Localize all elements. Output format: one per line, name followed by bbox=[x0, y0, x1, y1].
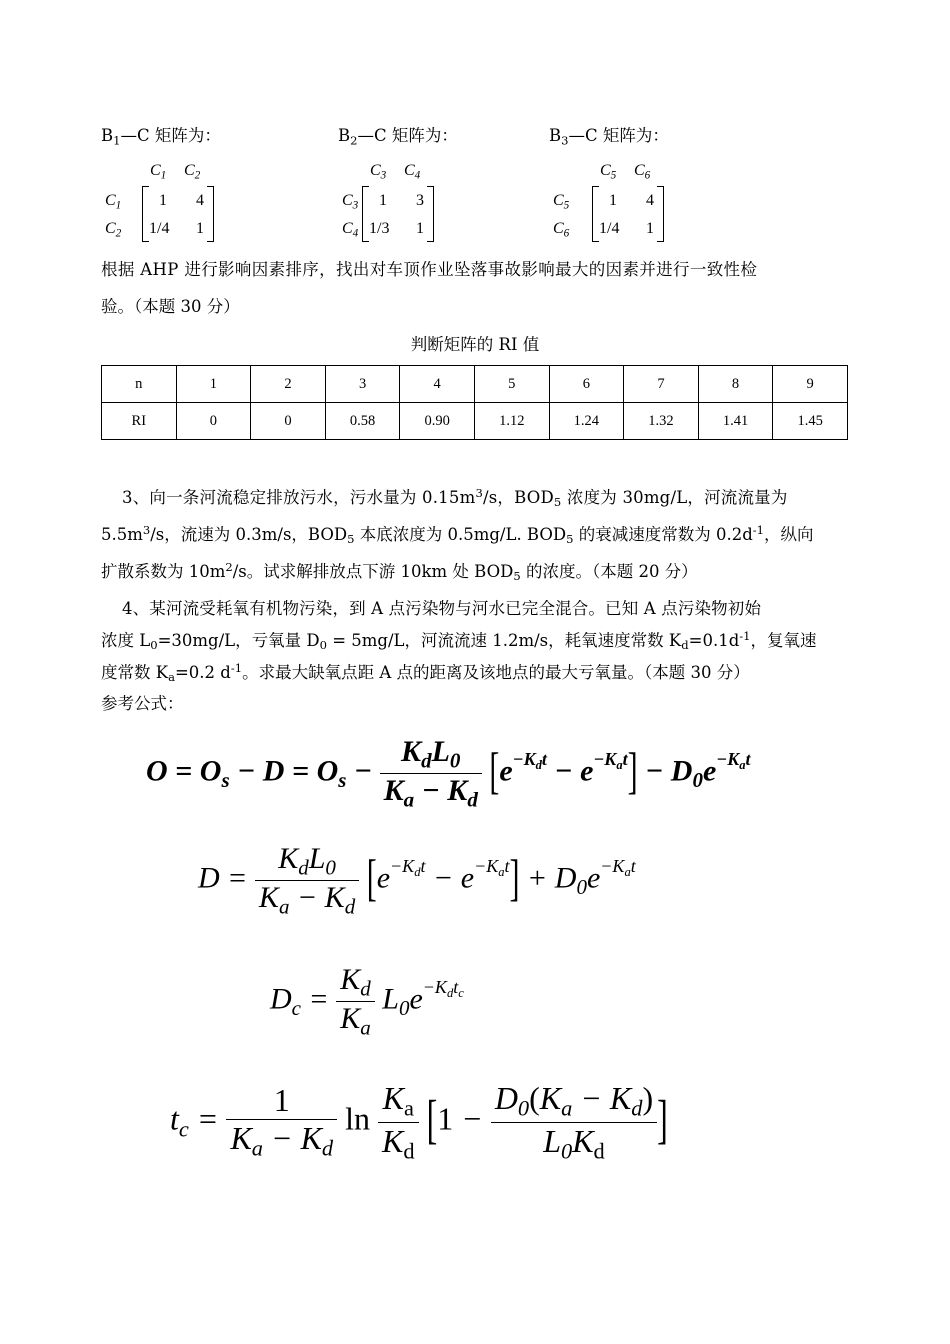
table-row bbox=[102, 403, 848, 440]
matrix-cell: 1 bbox=[646, 220, 654, 237]
matrix-right-bracket bbox=[427, 186, 434, 242]
matrix-title: $B_1—C$ 矩阵为： bbox=[101, 126, 221, 148]
table-cell: 0 bbox=[176, 403, 251, 440]
matrix-left-bracket bbox=[142, 186, 149, 242]
q3-line3: 扩散系数为 $10m^2/s$。试求解排放点下游 10km 处 $BOD_5$ 的浓度。（本题 20 分） bbox=[101, 560, 698, 584]
matrix-row-label: $C_6$ bbox=[553, 220, 570, 240]
matrix-title: $B_2—C$ 矩阵为： bbox=[338, 126, 458, 148]
table-cell: 2 bbox=[251, 366, 326, 403]
ri-table bbox=[101, 365, 848, 440]
table-cell: 8 bbox=[698, 366, 773, 403]
table-cell: 1.45 bbox=[773, 403, 848, 440]
table-cell: 1 bbox=[176, 366, 251, 403]
matrix-col-header: $C_6$ bbox=[634, 162, 651, 182]
table-cell: 1.12 bbox=[474, 403, 549, 440]
q4-line3: 度常数 $K_a=0.2$ $d^{-1}$。求最大缺氧点距 A 点的距离及该地点的最大亏氧量。（本题 30 分） bbox=[101, 661, 750, 685]
q4-line1: 4、某河流受耗氧有机物污染，到 A 点污染物与河水已完全混合。已知 A 点污染物初始 bbox=[122, 599, 762, 618]
table-cell: RI bbox=[102, 403, 177, 440]
matrix-row-label: $C_3$ bbox=[342, 192, 359, 212]
matrix-right-bracket bbox=[207, 186, 214, 242]
matrix-left-bracket bbox=[362, 186, 369, 242]
matrix-cell: 1 bbox=[196, 220, 204, 237]
formula-deficit: D = $\frac{K_dL_0}{K_a - K_d}$ $[e^{-K_dt} - e^{-K_at}] + D_0e^{-K_at}$ bbox=[198, 842, 636, 919]
matrix-col-header: $C_3$ bbox=[370, 162, 387, 182]
table-cell: 0.90 bbox=[400, 403, 475, 440]
table-cell: 1.41 bbox=[698, 403, 773, 440]
table-cell: 4 bbox=[400, 366, 475, 403]
matrix-right-bracket bbox=[657, 186, 664, 242]
matrix-cell: 4 bbox=[646, 192, 654, 209]
table-cell: 7 bbox=[624, 366, 699, 403]
matrix-cell: 1 bbox=[159, 192, 167, 209]
table-cell: 6 bbox=[549, 366, 624, 403]
matrix-cell: 1 bbox=[379, 192, 387, 209]
matrix-left-bracket bbox=[592, 186, 599, 242]
matrix-cell: 1 bbox=[609, 192, 617, 209]
matrix-cell: 1/4 bbox=[149, 220, 170, 237]
table-cell: 0.58 bbox=[325, 403, 400, 440]
reference-formulas-label: 参考公式： bbox=[101, 694, 184, 713]
matrix-cell: 3 bbox=[416, 192, 424, 209]
matrix-col-header: $C_5$ bbox=[600, 162, 617, 182]
q2-line1: 根据 AHP 进行影响因素排序，找出对车顶作业坠落事故影响最大的因素并进行一致性检 bbox=[101, 260, 758, 279]
matrix-row-label: $C_2$ bbox=[105, 220, 122, 240]
table-cell: 1.24 bbox=[549, 403, 624, 440]
matrix-col-header: $C_1$ bbox=[150, 162, 167, 182]
table-cell: 5 bbox=[474, 366, 549, 403]
matrix-row-label: $C_4$ bbox=[342, 220, 359, 240]
q3-line2: $5.5m^3/s$，流速为 0.3m/s，$BOD_5$ 本底浓度为 0.5mg/L. $BOD_5$ 的衰减速度常数为 $0.2d^{-1}$，纵向 bbox=[101, 523, 814, 547]
matrix-row-label: $C_5$ bbox=[553, 192, 570, 212]
table-cell: 0 bbox=[251, 403, 326, 440]
matrix-col-header: $C_2$ bbox=[184, 162, 201, 182]
ri-table-caption: 判断矩阵的 RI 值 bbox=[410, 335, 540, 354]
matrix-cell: 1/4 bbox=[599, 220, 620, 237]
matrix-cell: 1 bbox=[416, 220, 424, 237]
table-cell: 3 bbox=[325, 366, 400, 403]
formula-critical-time: $t_c$ = $\frac{1}{K_a - K_d}$ ln $\frac{K_a}{K_d}$ [1 − $\frac{D_0(K_a - K_d)}{L_0K_d}$ ] bbox=[170, 1080, 668, 1164]
matrix-title: $B_3—C$ 矩阵为： bbox=[549, 126, 669, 148]
matrix-cell: 1/3 bbox=[369, 220, 390, 237]
q4-line2: 浓度 $L_0=30mg/L$，亏氧量 $D_0 = 5mg/L$，河流流速 1.2m/s，耗氧速度常数 $K_d=0.1d^{-1}$，复氧速 bbox=[101, 629, 817, 653]
table-cell: 9 bbox=[773, 366, 848, 403]
formula-oxygen: $O = O_s - D = O_s$ − $\frac{K_dL_0}{K_a - K_d}$ $[e^{-K_dt} - e^{-K_at}] - D_0e^{-K_at}$ bbox=[146, 735, 751, 812]
matrix-col-header: $C_4$ bbox=[404, 162, 421, 182]
matrix-row-label: $C_1$ bbox=[105, 192, 122, 212]
q3-line1: 3、向一条河流稳定排放污水，污水量为 $0.15m^3/s$，$BOD_5$ 浓度为 30mg/L，河流流量为 bbox=[122, 486, 788, 510]
q2-line2: 验。（本题 30 分） bbox=[101, 297, 240, 316]
formula-critical-deficit: $D_c$ = $\frac{K_d}{K_a}$ $L_0e^{-K_dt_c}$ bbox=[270, 963, 464, 1040]
table-cell: 1.32 bbox=[624, 403, 699, 440]
table-row bbox=[102, 366, 848, 403]
table-cell: n bbox=[102, 366, 177, 403]
matrix-cell: 4 bbox=[196, 192, 204, 209]
